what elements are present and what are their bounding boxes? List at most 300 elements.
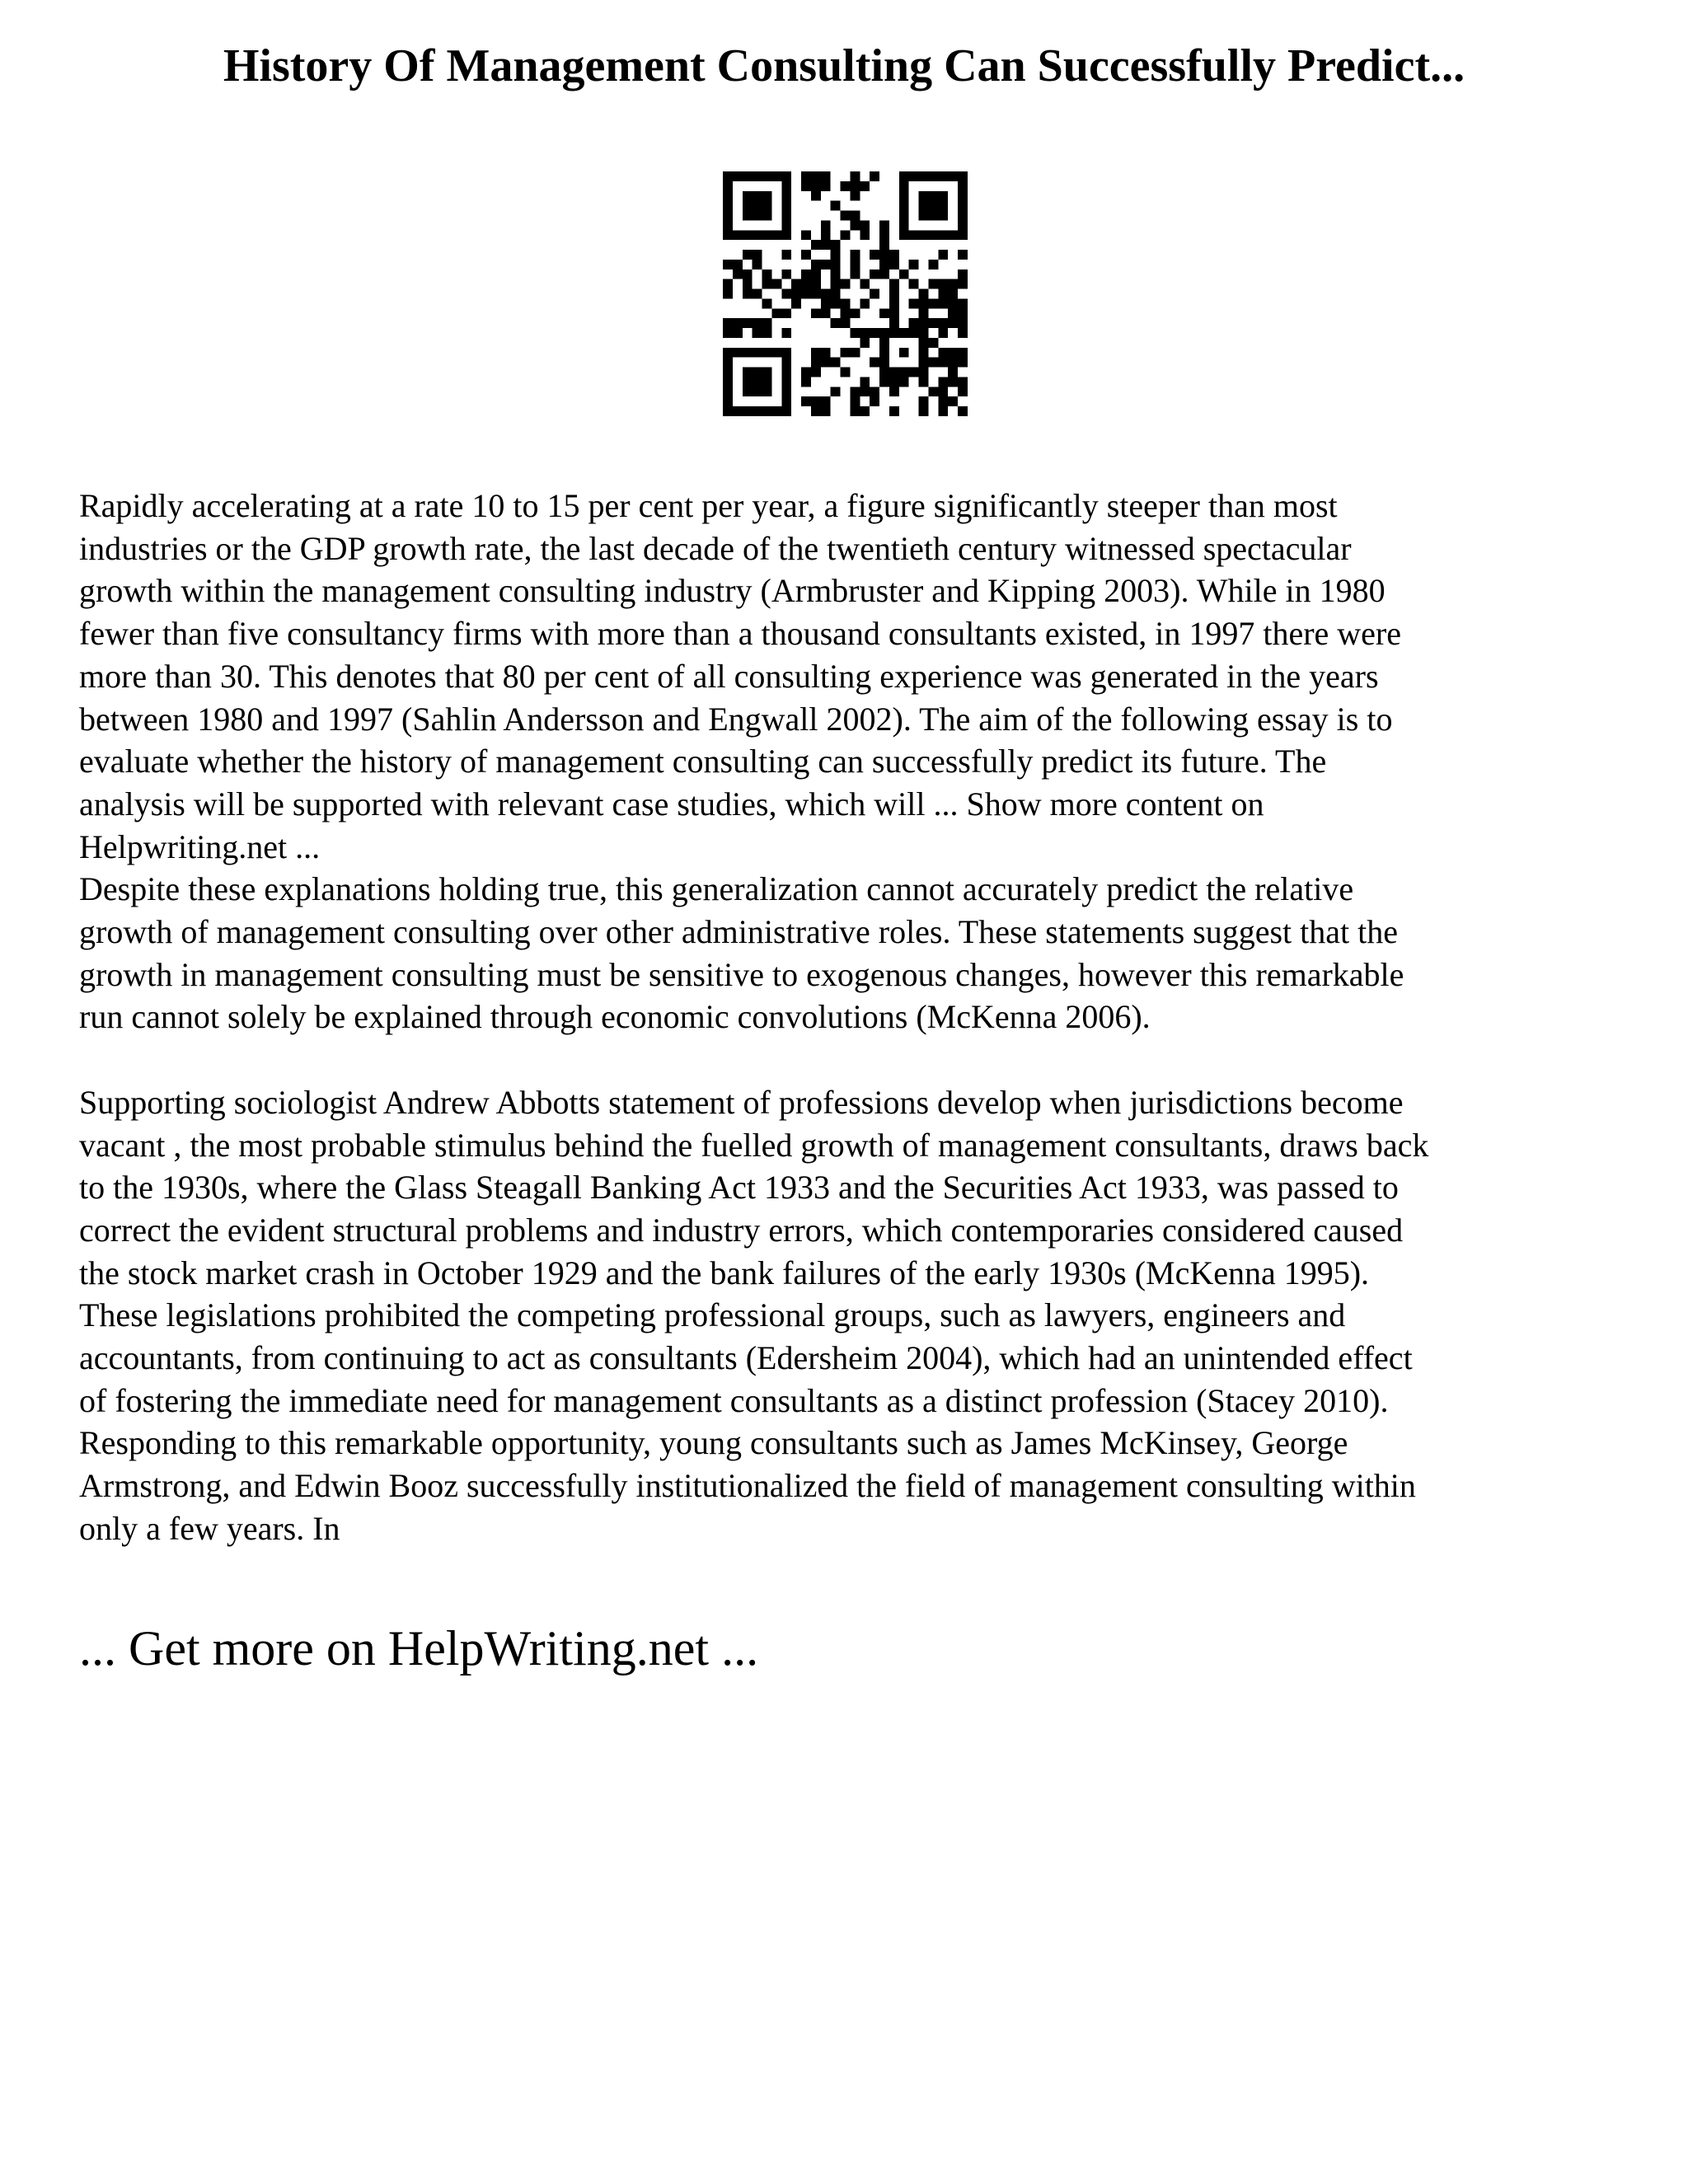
qr-module (860, 387, 870, 396)
qr-module (938, 171, 948, 181)
qr-module (733, 260, 743, 269)
qr-module (831, 298, 841, 308)
qr-module (841, 230, 851, 240)
qr-module (743, 387, 753, 396)
qr-module (870, 396, 879, 406)
qr-module (958, 201, 968, 211)
qr-module (743, 269, 753, 279)
qr-module (781, 396, 791, 406)
qr-module (821, 181, 831, 191)
qr-module (811, 289, 821, 299)
qr-module (821, 220, 831, 230)
qr-module (899, 328, 909, 338)
qr-module (958, 211, 968, 221)
qr-module (938, 377, 948, 387)
qr-module (841, 368, 851, 377)
qr-module (811, 348, 821, 358)
qr-module (899, 201, 909, 211)
qr-module (928, 318, 938, 328)
qr-module (958, 318, 968, 328)
qr-module (958, 220, 968, 230)
qr-module (801, 377, 811, 387)
qr-module (821, 260, 831, 269)
qr-module (860, 377, 870, 387)
qr-module (771, 171, 781, 181)
qr-module (781, 269, 791, 279)
qr-module (841, 318, 851, 328)
qr-module (850, 396, 860, 406)
qr-module (948, 308, 958, 318)
qr-module (889, 298, 899, 308)
qr-module (879, 220, 889, 230)
qr-module (958, 298, 968, 308)
qr-module (801, 396, 811, 406)
qr-module (831, 250, 841, 260)
qr-module (811, 279, 821, 289)
qr-module (958, 279, 968, 289)
qr-module (958, 328, 968, 338)
qr-module (889, 260, 899, 269)
qr-module (919, 289, 929, 299)
qr-module (733, 328, 743, 338)
qr-module (723, 348, 733, 358)
qr-module (841, 279, 851, 289)
qr-module (948, 230, 958, 240)
qr-module (771, 279, 781, 289)
qr-module (781, 201, 791, 211)
qr-module (889, 250, 899, 260)
qr-module (958, 377, 968, 387)
qr-module (762, 318, 772, 328)
qr-module (879, 377, 889, 387)
qr-module (958, 358, 968, 368)
qr-module (723, 328, 733, 338)
qr-module (860, 406, 870, 416)
qr-module (743, 289, 753, 299)
qr-module (958, 181, 968, 191)
qr-module (889, 279, 899, 289)
qr-module (850, 191, 860, 201)
qr-module (811, 406, 821, 416)
qr-module (938, 348, 948, 358)
qr-module (753, 387, 762, 396)
qr-module (762, 279, 772, 289)
qr-module (762, 230, 772, 240)
qr-module (753, 289, 762, 299)
qr-module (781, 328, 791, 338)
qr-module (899, 220, 909, 230)
qr-module (850, 387, 860, 396)
qr-module (899, 211, 909, 221)
qr-module (860, 230, 870, 240)
qr-module (831, 387, 841, 396)
qr-module (753, 328, 762, 338)
qr-module (870, 358, 879, 368)
qr-module (841, 181, 851, 191)
qr-code-icon (723, 171, 968, 416)
qr-module (938, 328, 948, 338)
qr-module (841, 348, 851, 358)
qr-module (801, 250, 811, 260)
qr-module (723, 279, 733, 289)
qr-module (753, 377, 762, 387)
qr-module (889, 318, 899, 328)
qr-module (791, 289, 801, 299)
qr-module (850, 260, 860, 269)
qr-module (801, 171, 811, 181)
qr-module (733, 171, 743, 181)
qr-module (928, 211, 938, 221)
qr-module (762, 269, 772, 279)
qr-module (743, 171, 753, 181)
qr-module (928, 171, 938, 181)
qr-module (919, 201, 929, 211)
qr-module (899, 269, 909, 279)
qr-module (821, 308, 831, 318)
qr-module (909, 230, 919, 240)
qr-module (762, 377, 772, 387)
qr-module (938, 230, 948, 240)
qr-module (771, 406, 781, 416)
qr-module (879, 338, 889, 348)
qr-module (841, 308, 851, 318)
qr-module (850, 348, 860, 358)
qr-module (821, 298, 831, 308)
qr-module (753, 368, 762, 377)
qr-module (879, 260, 889, 269)
qr-module (919, 191, 929, 201)
qr-module (928, 230, 938, 240)
qr-module (860, 298, 870, 308)
qr-module (919, 298, 929, 308)
qr-module (723, 201, 733, 211)
qr-module (928, 279, 938, 289)
paragraph-spacer (79, 1038, 1629, 1081)
qr-module (860, 338, 870, 348)
qr-module (753, 318, 762, 328)
qr-module (909, 328, 919, 338)
qr-module (811, 191, 821, 201)
qr-module (919, 171, 929, 181)
qr-module (811, 269, 821, 279)
page-title: History Of Management Consulting Can Successfully Predict... (223, 40, 1465, 91)
qr-module (850, 406, 860, 416)
qr-module (781, 250, 791, 260)
qr-module (723, 289, 733, 299)
qr-module (733, 348, 743, 358)
qr-module (762, 191, 772, 201)
qr-module (870, 171, 879, 181)
qr-module (733, 269, 743, 279)
qr-module (762, 171, 772, 181)
qr-module (928, 338, 938, 348)
qr-module (743, 250, 753, 260)
qr-module (899, 191, 909, 201)
qr-module (753, 201, 762, 211)
qr-module (781, 377, 791, 387)
qr-module (928, 260, 938, 269)
qr-module (889, 387, 899, 396)
qr-module (958, 191, 968, 201)
qr-module (762, 368, 772, 377)
qr-module (909, 279, 919, 289)
qr-module (909, 318, 919, 328)
qr-module (762, 387, 772, 396)
qr-module (899, 368, 909, 377)
qr-module (909, 171, 919, 181)
qr-module (811, 260, 821, 269)
qr-module (723, 191, 733, 201)
qr-module (811, 308, 821, 318)
qr-module (723, 406, 733, 416)
qr-module (841, 298, 851, 308)
qr-module (928, 201, 938, 211)
qr-module (821, 240, 831, 250)
qr-module (781, 230, 791, 240)
qr-module (753, 191, 762, 201)
qr-module (889, 328, 899, 338)
qr-module (938, 279, 948, 289)
qr-module (919, 358, 929, 368)
qr-module (781, 308, 791, 318)
qr-module (870, 289, 879, 299)
qr-module (909, 368, 919, 377)
qr-module (958, 171, 968, 181)
qr-module (831, 240, 841, 250)
qr-module (781, 368, 791, 377)
qr-module (723, 368, 733, 377)
qr-module (879, 328, 889, 338)
qr-module (938, 289, 948, 299)
paragraph-intro: Rapidly accelerating at a rate 10 to 15 per cent per year, a figure significantly steeper than most industries or the GDP growth rate, the last decade of the twentieth century witnessed spectacular growth within the management consulting industry (Armbruster and Kipping 2003). While in 1980 fewer than five consultancy firms with more than a thousand consultants existed, in 1997 there were more than 30. This denotes that 80 per cent of all consulting experience was generated in the years between 1980 and 1997 (Sahlin Andersson and Engwall 2002). The aim of the following essay is to evaluate whether the history of management consulting can successfully predict its future. The analysis will be supported with relevant case studies, which will ... Show more content on Helpwriting.net ... (79, 487, 1401, 865)
qr-module (928, 298, 938, 308)
qr-module (948, 368, 958, 377)
qr-module (811, 396, 821, 406)
qr-module (919, 338, 929, 348)
qr-module (733, 406, 743, 416)
qr-module (948, 289, 958, 299)
qr-module (948, 348, 958, 358)
qr-module (919, 348, 929, 358)
qr-module (928, 387, 938, 396)
qr-module (909, 260, 919, 269)
qr-module (821, 171, 831, 181)
qr-module (743, 368, 753, 377)
qr-module (899, 230, 909, 240)
qr-module (938, 298, 948, 308)
qr-module (831, 269, 841, 279)
qr-module (879, 368, 889, 377)
qr-module (781, 171, 791, 181)
qr-module (723, 181, 733, 191)
qr-module (938, 406, 948, 416)
qr-module (889, 406, 899, 416)
qr-module (879, 240, 889, 250)
qr-module (938, 211, 948, 221)
qr-module (919, 211, 929, 221)
qr-module (801, 181, 811, 191)
qr-module (771, 230, 781, 240)
qr-module (762, 201, 772, 211)
qr-module (928, 191, 938, 201)
qr-module (762, 328, 772, 338)
qr-module (879, 269, 889, 279)
qr-module (870, 250, 879, 260)
qr-module (831, 279, 841, 289)
qr-module (781, 358, 791, 368)
qr-module (762, 406, 772, 416)
qr-module (850, 211, 860, 221)
qr-module (958, 406, 968, 416)
paragraph-history: Supporting sociologist Andrew Abbotts statement of professions develop when jurisdictions become vacant , the most probable stimulus behind the fuelled growth of management consultants, draws back to the 1930s, where the Glass Steagall Banking Act 1933 and the Securities Act 1933, was passed to correct the evident structural problems and industry errors, which contemporaries considered caused the stock market crash in October 1929 and the bank failures of the early 1930s (McKenna 1995). These legislations prohibited the competing professional groups, such as lawyers, engineers and accountants, from continuing to act as consultants (Edersheim 2004), which had an unintended effect of fostering the immediate need for management consultants as a distinct profession (Stacey 2010). Responding to this remarkable opportunity, young consultants such as James McKinsey, George Armstrong, and Edwin Booz successfully institutionalized the field of management consulting within only a few years. In (79, 1083, 1429, 1547)
qr-module (948, 171, 958, 181)
qr-module (771, 348, 781, 358)
qr-module (879, 358, 889, 368)
qr-module (743, 318, 753, 328)
qr-module (889, 377, 899, 387)
qr-module (889, 368, 899, 377)
qr-module (821, 358, 831, 368)
qr-module (791, 279, 801, 289)
article-body (79, 485, 1629, 1550)
qr-module (743, 406, 753, 416)
qr-module (831, 201, 841, 211)
qr-module (899, 171, 909, 181)
qr-module (958, 308, 968, 318)
qr-module (723, 387, 733, 396)
qr-module (781, 289, 791, 299)
qr-module (860, 279, 870, 289)
qr-module (860, 328, 870, 338)
qr-module (791, 298, 801, 308)
qr-module (781, 191, 791, 201)
qr-module (781, 181, 791, 191)
qr-module (801, 230, 811, 240)
qr-module (733, 318, 743, 328)
qr-module (899, 348, 909, 358)
qr-module (811, 240, 821, 250)
qr-module (899, 377, 909, 387)
qr-module (889, 289, 899, 299)
qr-module (831, 358, 841, 368)
get-more-link[interactable]: ... Get more on HelpWriting.net ... (79, 1621, 759, 1675)
qr-module (938, 358, 948, 368)
qr-module (811, 181, 821, 191)
qr-module (743, 377, 753, 387)
qr-module (850, 308, 860, 318)
qr-module (919, 406, 929, 416)
qr-module (948, 279, 958, 289)
qr-module (781, 406, 791, 416)
qr-module (948, 377, 958, 387)
qr-module (850, 171, 860, 181)
qr-module (889, 308, 899, 318)
qr-module (781, 211, 791, 221)
qr-module (801, 279, 811, 289)
qr-module (850, 269, 860, 279)
qr-module (821, 289, 831, 299)
qr-module (762, 348, 772, 358)
qr-module (948, 396, 958, 406)
qr-module (781, 220, 791, 230)
qr-module (743, 279, 753, 289)
qr-module (958, 250, 968, 260)
qr-module (938, 318, 948, 328)
qr-module (958, 387, 968, 396)
qr-module (919, 368, 929, 377)
qr-module (753, 171, 762, 181)
qr-module (919, 230, 929, 240)
qr-module (938, 396, 948, 406)
qr-module (948, 318, 958, 328)
qr-module (860, 181, 870, 191)
qr-module (879, 308, 889, 318)
qr-module (821, 230, 831, 240)
qr-module (753, 211, 762, 221)
qr-module (762, 298, 772, 308)
qr-module (938, 201, 948, 211)
qr-module (860, 220, 870, 230)
qr-module (948, 298, 958, 308)
qr-module (781, 387, 791, 396)
qr-module (850, 250, 860, 260)
qr-module (723, 220, 733, 230)
qr-module (723, 260, 733, 269)
qr-module (753, 230, 762, 240)
qr-module (723, 318, 733, 328)
qr-module (743, 201, 753, 211)
qr-module (938, 191, 948, 201)
qr-module (850, 181, 860, 191)
qr-module (753, 348, 762, 358)
qr-module (831, 289, 841, 299)
qr-module (743, 230, 753, 240)
qr-module (723, 358, 733, 368)
qr-module (801, 289, 811, 299)
qr-module (743, 191, 753, 201)
qr-module (801, 269, 811, 279)
qr-module (831, 318, 841, 328)
qr-module (850, 328, 860, 338)
qr-module (723, 171, 733, 181)
qr-module (743, 348, 753, 358)
qr-module (723, 211, 733, 221)
qr-module (899, 181, 909, 191)
qr-module (831, 260, 841, 269)
qr-module (870, 269, 879, 279)
paragraph-explanations: Despite these explanations holding true, this generalization cannot accurately predict the relative growth of management consulting over other administrative roles. These statements suggest that the growth in management consulting must be sensitive to exogenous changes, however this remarkable run cannot solely be explained through economic convolutions (McKenna 2006). (79, 870, 1404, 1036)
qr-module (723, 230, 733, 240)
qr-module (870, 387, 879, 396)
qr-module (811, 171, 821, 181)
qr-module (948, 358, 958, 368)
qr-module (938, 387, 948, 396)
qr-module (811, 358, 821, 368)
qr-module (850, 220, 860, 230)
qr-module (821, 396, 831, 406)
qr-module (801, 368, 811, 377)
qr-module (879, 348, 889, 358)
qr-module (821, 348, 831, 358)
qr-module (821, 406, 831, 416)
qr-code-graphic (723, 171, 968, 416)
qr-module (958, 348, 968, 358)
qr-module (958, 230, 968, 240)
qr-module (919, 377, 929, 387)
qr-module (919, 308, 929, 318)
qr-module (753, 260, 762, 269)
qr-module (919, 318, 929, 328)
